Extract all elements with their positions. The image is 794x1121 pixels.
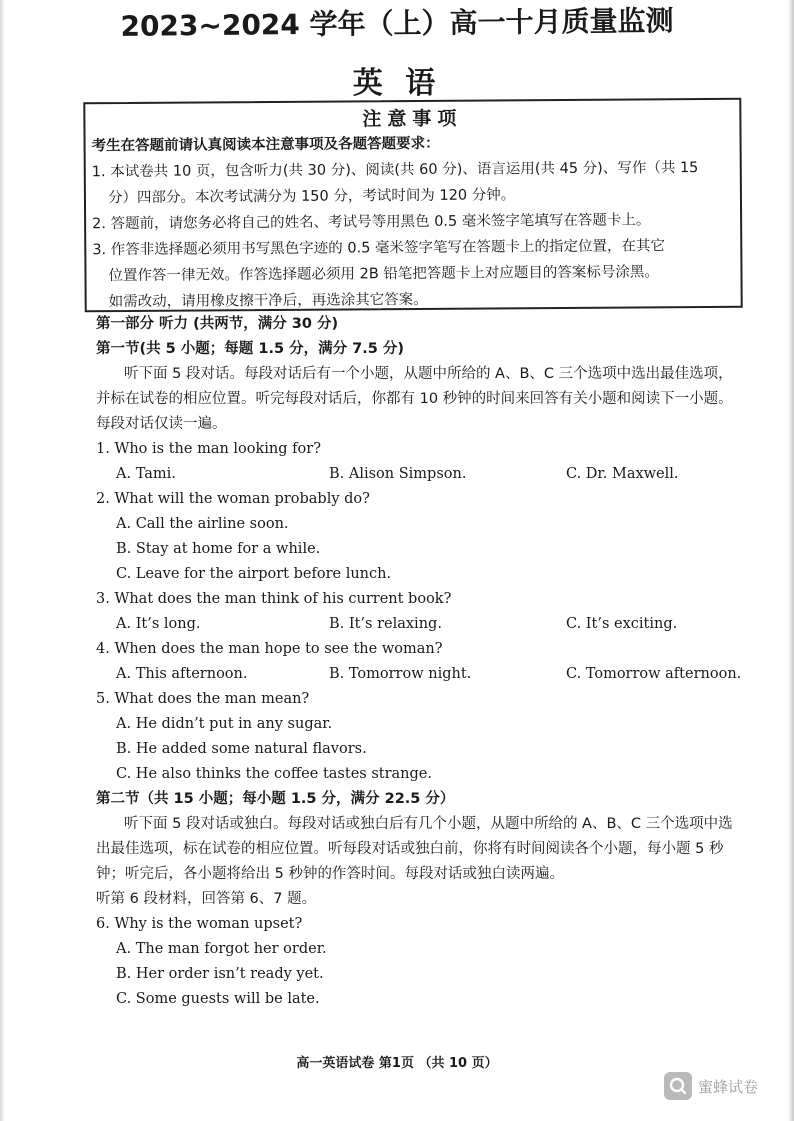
section2-heading: 第二节（共 15 小题；每小题 1.5 分，满分 22.5 分） <box>96 791 455 807</box>
notice-box <box>83 98 742 313</box>
page-footer: 高一英语试卷 第1页 （共 10 页） <box>296 1056 498 1071</box>
option-c: C. Some guests will be late. <box>116 991 320 1007</box>
option-b: B. Her order isn’t ready yet. <box>116 966 324 982</box>
question-stem: 6. Why is the woman upset? <box>96 916 303 932</box>
question-stem: 5. What does the man mean? <box>96 691 310 707</box>
notice-line: 位置作答一律无效。作答选择题必须用 2B 铅笔把答题卡上对应题目的答案标号涂黑。 <box>108 264 659 285</box>
option-a: A. Tami. <box>116 466 176 482</box>
part-heading: 第一部分 听力 (共两节，满分 30 分) <box>96 316 339 332</box>
option-a: A. Call the airline soon. <box>116 516 289 532</box>
question-stem: 1. Who is the man looking for? <box>96 441 321 457</box>
option-c: C. Leave for the airport before lunch. <box>116 566 392 582</box>
watermark-text: 蜜蜂试卷 <box>698 1077 759 1096</box>
option-a: A. The man forgot her order. <box>116 941 327 957</box>
scan-edge-right <box>788 0 794 1121</box>
notice-line: 考生在答题前请认真阅读本注意事项及各题答题要求： <box>91 135 440 155</box>
bee-logo-icon <box>664 1072 692 1100</box>
notice-title: 注意事项 <box>362 107 463 131</box>
section1-heading: 第一节(共 5 小题；每题 1.5 分，满分 7.5 分) <box>96 341 405 357</box>
exam-title: 2023~2024 学年（上）高一十月质量监测 <box>120 4 674 43</box>
scan-edge-left <box>0 0 5 1121</box>
notice-line: 3. 作答非选择题必须用书写黑色字迹的 0.5 毫米签字笔写在答题卡上的指定位置，在其它 <box>92 238 666 259</box>
option-c: C. Tomorrow afternoon. <box>566 666 742 682</box>
option-c: C. It’s exciting. <box>566 616 678 632</box>
notice-line: 如需改动，请用橡皮擦干净后，再选涂其它答案。 <box>108 291 428 311</box>
option-a: A. He didn’t put in any sugar. <box>116 716 333 732</box>
section2-instructions: 听下面 5 段对话或独白。每段对话或独白后有几个小题，从题中所给的 A、B、C 三个选项中选出最佳选项，标在试卷的相应位置。听每段对话或独白前，你将有时间阅读各个小题，每小题 5 秒钟；听完后，各小题将给出 5 秒钟的作答时间。每段对话或独白读两遍。 <box>96 816 733 882</box>
option-c: C. He also thinks the coffee tastes strange. <box>116 766 432 782</box>
option-b: B. Stay at home for a while. <box>116 541 321 557</box>
watermark <box>664 1072 758 1100</box>
material-note: 听第 6 段材料，回答第 6、7 题。 <box>96 891 317 907</box>
question-stem: 4. When does the man hope to see the woman? <box>96 641 443 657</box>
option-b: B. He added some natural flavors. <box>116 741 367 757</box>
notice-line: 2. 答题前，请您务必将自己的姓名、考试号等用黑色 0.5 毫米签字笔填写在答题卡上。 <box>92 212 651 233</box>
options-row <box>96 462 746 487</box>
option-c: C. Dr. Maxwell. <box>566 466 679 482</box>
option-a: A. It’s long. <box>116 616 201 632</box>
notice-line: 1. 本试卷共 10 页，包含听力(共 30 分)、阅读(共 60 分)、语言运用(共 45 分)、写作（共 15 <box>91 160 699 181</box>
options-row <box>96 612 746 637</box>
option-b: B. It’s relaxing. <box>329 616 442 632</box>
section1-instructions: 听下面 5 段对话。每段对话后有一个小题，从题中所给的 A、B、C 三个选项中选出最佳选项，并标在试卷的相应位置。听完每段对话后，你都有 10 秒钟的时间来回答有关小题和阅读下一小题。每段对话仅读一遍。 <box>96 366 733 432</box>
subject-title: 英 语 <box>352 66 442 101</box>
option-b: B. Alison Simpson. <box>329 466 467 482</box>
part1 <box>96 312 746 1012</box>
question-stem: 2. What will the woman probably do? <box>96 491 370 507</box>
option-a: A. This afternoon. <box>116 666 248 682</box>
question-stem: 3. What does the man think of his current book? <box>96 591 452 607</box>
option-b: B. Tomorrow night. <box>329 666 472 682</box>
notice-line: 分）四部分。本次考试满分为 150 分，考试时间为 120 分钟。 <box>107 187 516 207</box>
options-row <box>96 662 746 687</box>
